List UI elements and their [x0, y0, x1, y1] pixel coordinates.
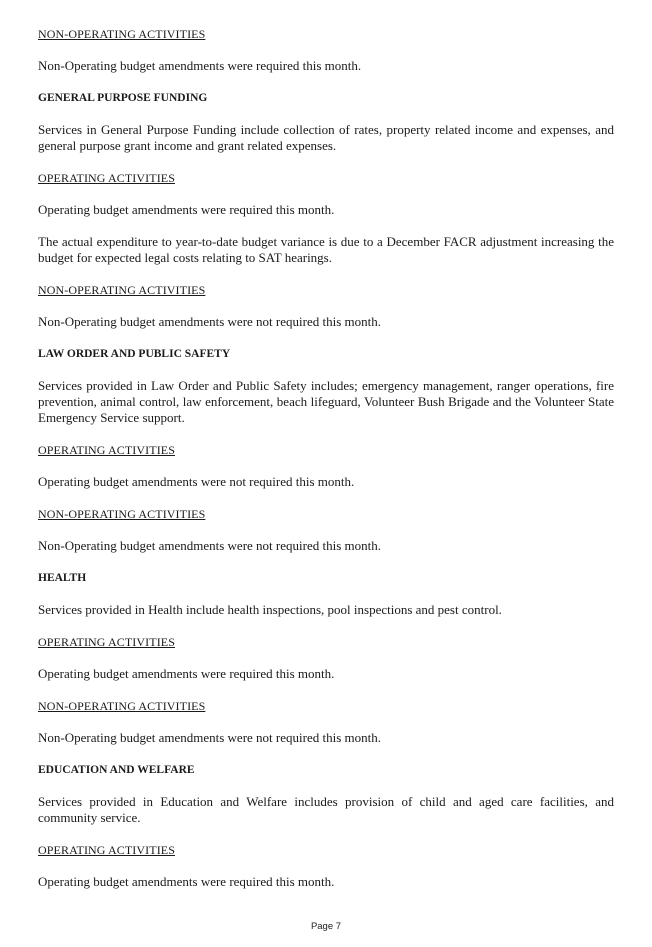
section-subheading: OPERATING ACTIVITIES [38, 443, 175, 457]
section-subheading: OPERATING ACTIVITIES [38, 171, 175, 185]
paragraph: The actual expenditure to year-to-date budget variance is due to a December FACR adjustment increasing the budget for expected legal costs relating to SAT hearings. [38, 234, 614, 265]
paragraph: Non-Operating budget amendments were required this month. [38, 58, 362, 73]
section-subheading: NON-OPERATING ACTIVITIES [38, 27, 206, 41]
section-subheading: NON-OPERATING ACTIVITIES [38, 283, 206, 297]
section-heading-law-order-public-safety: LAW ORDER AND PUBLIC SAFETY [38, 348, 231, 360]
paragraph: Non-Operating budget amendments were not required this month. [38, 538, 381, 553]
paragraph: Non-Operating budget amendments were not required this month. [38, 730, 381, 745]
section-heading-education-welfare: EDUCATION AND WELFARE [38, 764, 195, 776]
paragraph: Operating budget amendments were required this month. [38, 666, 335, 681]
paragraph: Operating budget amendments were required this month. [38, 202, 335, 217]
section-subheading: NON-OPERATING ACTIVITIES [38, 699, 206, 713]
paragraph: Services in General Purpose Funding include collection of rates, property related income and expenses, and general purpose grant income and grant related expenses. [38, 122, 614, 153]
paragraph: Operating budget amendments were not required this month. [38, 474, 355, 489]
paragraph: Non-Operating budget amendments were not required this month. [38, 314, 381, 329]
paragraph: Services provided in Education and Welfare includes provision of child and aged care facilities, and community service. [38, 794, 614, 825]
section-subheading: OPERATING ACTIVITIES [38, 635, 175, 649]
page-content [38, 26, 614, 890]
page-number: Page 7 [310, 921, 342, 932]
section-subheading: NON-OPERATING ACTIVITIES [38, 507, 206, 521]
paragraph: Services provided in Law Order and Public Safety includes; emergency management, ranger operations, fire prevention, animal control, law enforcement, beach lifeguard, Volunteer Bush Brigade and the Volunteer State Emergency Service support. [38, 378, 614, 425]
paragraph: Services provided in Health include health inspections, pool inspections and pest control. [38, 602, 502, 617]
paragraph: Operating budget amendments were required this month. [38, 874, 335, 889]
section-subheading: OPERATING ACTIVITIES [38, 843, 175, 857]
section-heading-general-purpose-funding: GENERAL PURPOSE FUNDING [38, 92, 208, 104]
section-heading-health: HEALTH [38, 572, 87, 584]
